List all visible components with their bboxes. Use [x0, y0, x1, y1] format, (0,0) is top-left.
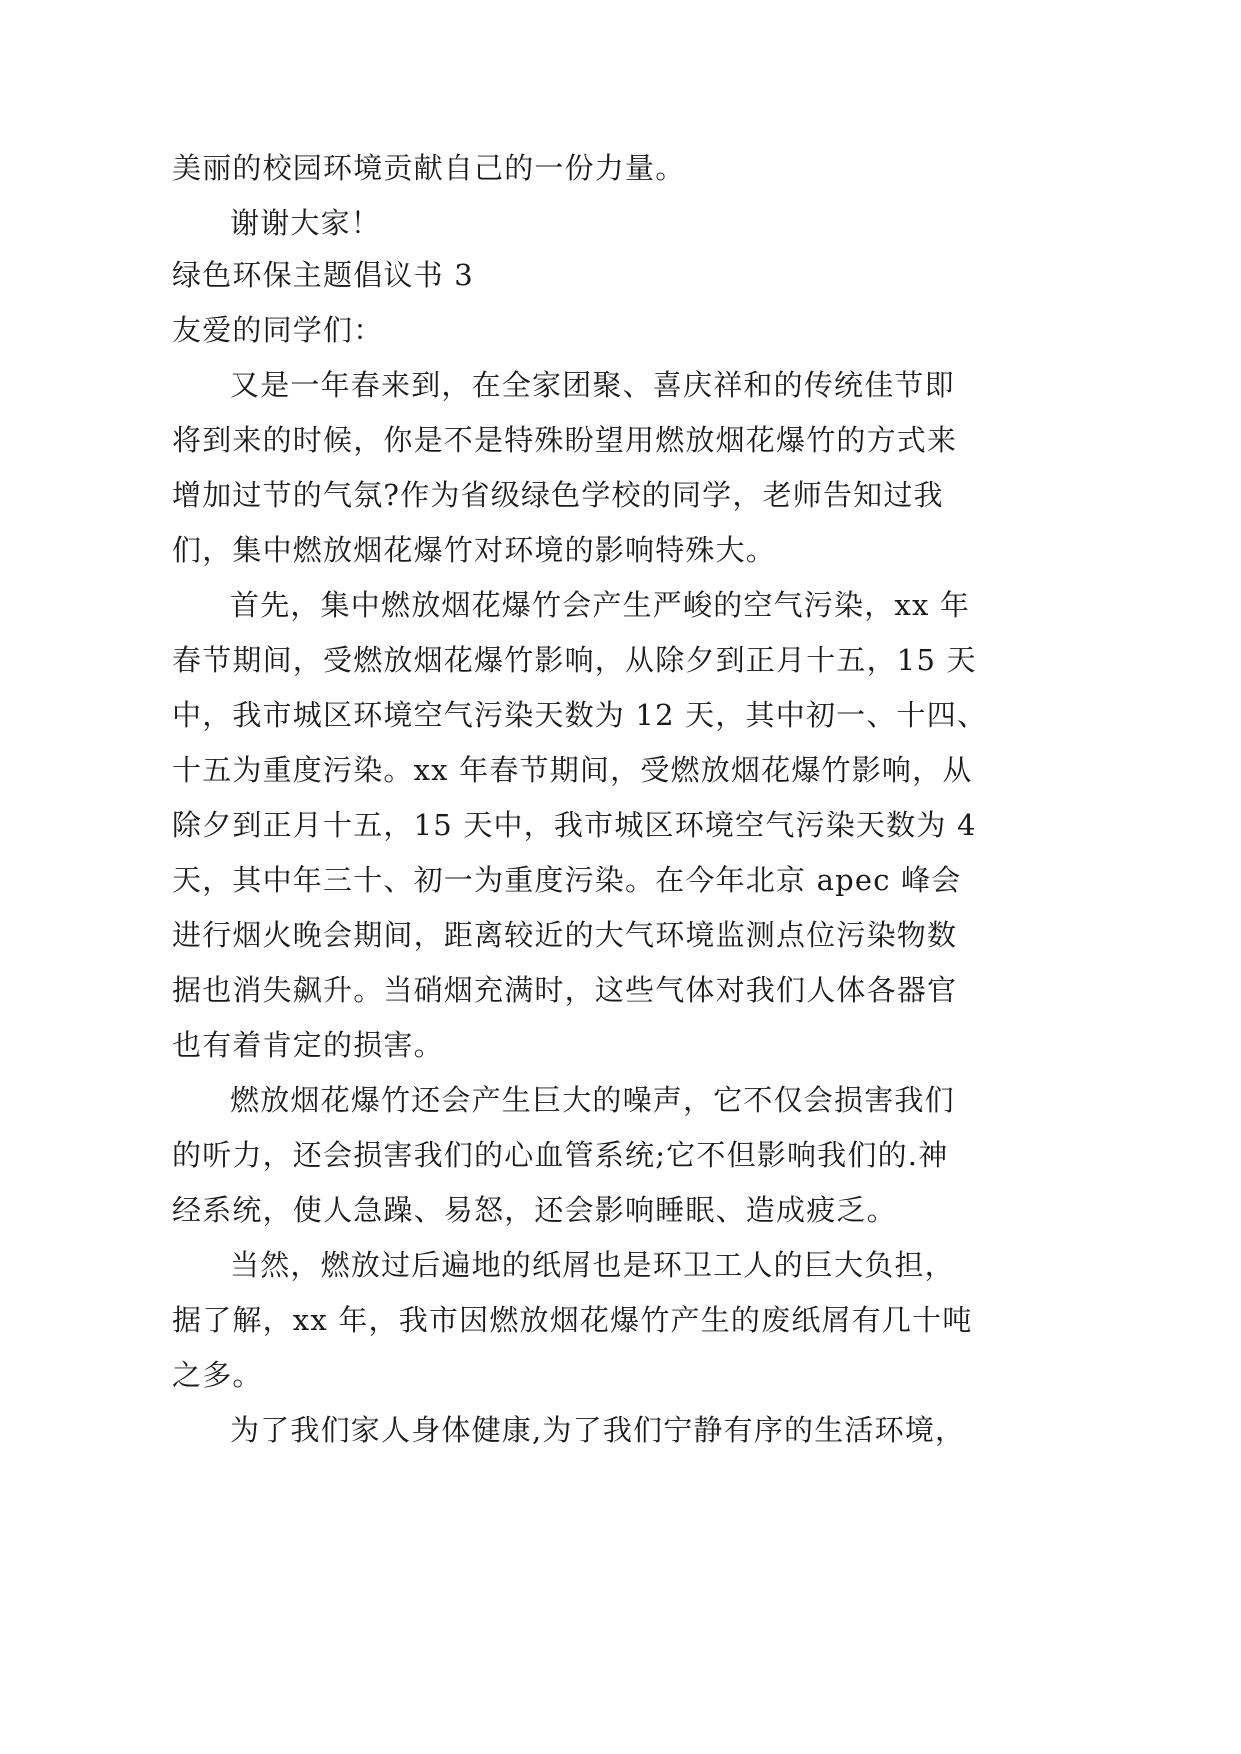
text-line: 十五为重度污染。xx 年春节期间，受燃放烟花爆竹影响，从 [172, 753, 973, 787]
text-line: 燃放烟花爆竹还会产生巨大的噪声，它不仅会损害我们 [230, 1083, 955, 1117]
text-line: 中，我市城区环境空气污染天数为 12 天，其中初一、十四、 [172, 698, 988, 732]
section-title: 绿色环保主题倡议书 3 [172, 258, 474, 292]
text-line: 的听力，还会损害我们的心血管系统;它不但影响我们的.神 [172, 1138, 949, 1172]
text-line: 谢谢大家！ [230, 206, 382, 240]
text-line: 也有着肯定的损害。 [172, 1028, 444, 1062]
text-line: 增加过节的气氛?作为省级绿色学校的同学，老师告知过我 [172, 478, 944, 512]
text-line: 进行烟火晚会期间，距离较近的大气环境监测点位污染物数 [172, 918, 958, 952]
text-line: 据了解，xx 年，我市因燃放烟花爆竹产生的废纸屑有几十吨 [172, 1303, 973, 1337]
text-line: 将到来的时候，你是不是特殊盼望用燃放烟花爆竹的方式来 [172, 423, 958, 457]
text-line: 首先，集中燃放烟花爆竹会产生严峻的空气污染，xx 年 [230, 588, 971, 622]
salutation: 友爱的同学们： [172, 313, 384, 347]
text-line: 经系统，使人急躁、易怒，还会影响睡眠、造成疲乏。 [172, 1193, 897, 1227]
text-line: 为了我们家人身体健康,为了我们宁静有序的生活环境， [230, 1413, 966, 1447]
text-line: 当然，燃放过后遍地的纸屑也是环卫工人的巨大负担， [230, 1248, 955, 1282]
text-line: 美丽的校园环境贡献自己的一份力量。 [172, 151, 686, 185]
text-line: 据也消失飙升。当硝烟充满时，这些气体对我们人体各器官 [172, 973, 958, 1007]
text-line: 除夕到正月十五，15 天中，我市城区环境空气污染天数为 4 [172, 808, 977, 842]
text-line: 春节期间，受燃放烟花爆竹影响，从除夕到正月十五，15 天 [172, 643, 977, 677]
text-line: 们，集中燃放烟花爆竹对环境的影响特殊大。 [172, 533, 777, 567]
text-line: 又是一年春来到，在全家团聚、喜庆祥和的传统佳节即 [230, 368, 955, 402]
text-line: 天，其中年三十、初一为重度污染。在今年北京 apec 峰会 [172, 863, 962, 897]
text-line: 之多。 [172, 1358, 263, 1392]
